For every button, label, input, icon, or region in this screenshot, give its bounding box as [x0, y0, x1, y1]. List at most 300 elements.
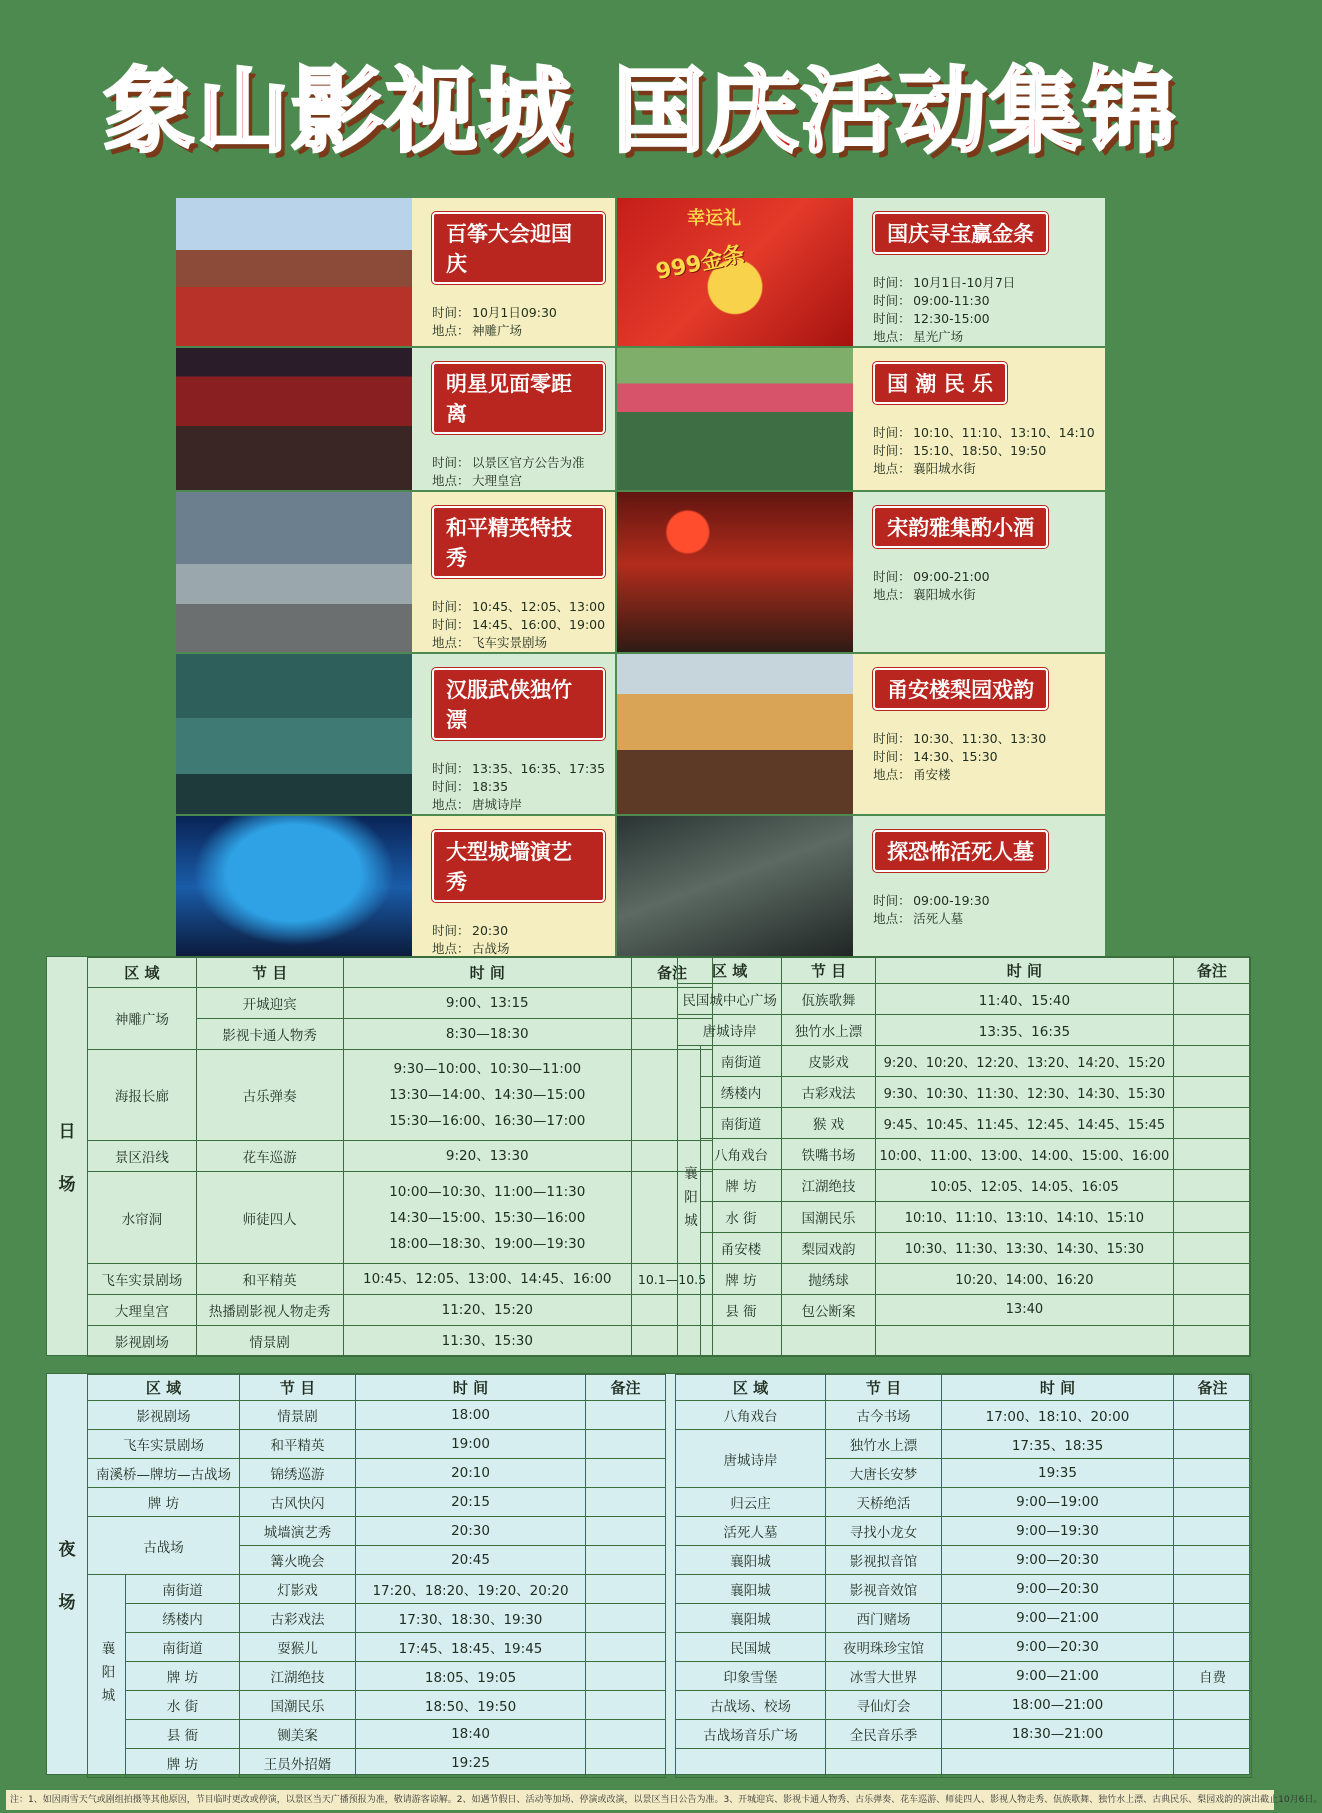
note-cell — [1173, 1263, 1250, 1294]
area-cell: 绣楼内 — [700, 1077, 781, 1108]
activity-details — [432, 922, 605, 958]
program-cell: 包公断案 — [782, 1294, 876, 1325]
program-cell: 古彩戏法 — [240, 1604, 356, 1633]
activity-info — [853, 816, 1105, 958]
time-label: 时间： — [432, 779, 470, 794]
activity-info — [853, 348, 1105, 490]
note-cell — [1173, 1046, 1250, 1077]
activity-time: 10月1日-10月7日 — [913, 275, 1016, 290]
activity-time-line — [873, 310, 1095, 328]
time-label: 时间： — [873, 425, 911, 440]
stunt-car-photo — [176, 492, 412, 652]
program-cell: 独竹水上漂 — [782, 1015, 876, 1046]
activity-info — [412, 492, 615, 652]
note-cell — [1174, 1749, 1252, 1778]
program-cell: 和平精英 — [240, 1430, 356, 1459]
table-row — [88, 1633, 666, 1662]
activity-time-line — [432, 454, 605, 472]
day-label: 日 场 — [58, 1122, 76, 1195]
time-cell: 20:45 — [356, 1546, 586, 1575]
area-cell: 南街道 — [126, 1575, 240, 1604]
time-line: 11:20、15:20 — [441, 1302, 533, 1319]
area-cell: 八角戏台 — [676, 1401, 826, 1430]
time-cell: 18:30—21:00 — [942, 1720, 1174, 1749]
area-cell: 古战场 — [88, 1517, 240, 1575]
program-cell: 影视音效馆 — [826, 1575, 942, 1604]
table-row — [676, 1720, 1252, 1749]
program-cell: 大唐长安梦 — [826, 1459, 942, 1488]
time-cell — [343, 987, 631, 1018]
time-cell: 19:00 — [356, 1430, 586, 1459]
time-cell: 9:00—21:00 — [942, 1604, 1174, 1633]
place-label: 地点： — [873, 461, 911, 476]
activity-time: 09:00-21:00 — [913, 569, 990, 584]
column-header: 时 间 — [875, 958, 1173, 984]
guzheng-performers-photo — [176, 198, 412, 346]
activity-time: 12:30-15:00 — [913, 311, 990, 326]
activity-info — [412, 816, 615, 958]
area-cell: 唐城诗岸 — [678, 1015, 782, 1046]
bamboo-drifting-photo — [176, 654, 412, 814]
note-cell — [1174, 1546, 1252, 1575]
activity-info — [853, 198, 1105, 346]
time-cell: 9:00—21:00 — [942, 1662, 1174, 1691]
activity-info — [412, 654, 615, 814]
activity-place: 襄阳城水街 — [913, 461, 976, 476]
activity-card — [176, 492, 615, 652]
time-line: 11:30、15:30 — [441, 1333, 533, 1349]
area-cell: 牌 坊 — [126, 1749, 240, 1778]
time-cell: 10:30、11:30、13:30、14:30、15:30 — [875, 1232, 1173, 1263]
program-cell: 情景剧 — [240, 1401, 356, 1430]
time-label: 时间： — [432, 617, 470, 632]
activity-time-line — [873, 292, 1095, 310]
program-cell: 佤族歌舞 — [782, 984, 876, 1015]
program-cell: 猴 戏 — [782, 1108, 876, 1139]
activity-time: 10月1日09:30 — [472, 305, 557, 320]
time-cell: 17:35、18:35 — [942, 1430, 1174, 1459]
program-cell: 冰雪大世界 — [826, 1662, 942, 1691]
table-row — [88, 1662, 666, 1691]
time-cell: 13:40 — [875, 1294, 1173, 1325]
time-label: 时间： — [432, 599, 470, 614]
area-cell: 印象雪堡 — [676, 1662, 826, 1691]
column-header: 备注 — [586, 1375, 666, 1401]
note-cell — [1174, 1459, 1252, 1488]
activity-time-line — [873, 274, 1095, 292]
activity-card — [617, 348, 1105, 490]
program-cell: 寻找小龙女 — [826, 1517, 942, 1546]
note-cell — [586, 1430, 666, 1459]
program-cell: 国潮民乐 — [240, 1691, 356, 1720]
area-cell: 唐城诗岸 — [676, 1430, 826, 1488]
time-cell — [343, 1172, 631, 1264]
activity-place-line — [432, 634, 605, 652]
area-cell: 影视剧场 — [88, 1326, 197, 1357]
activity-place-line — [873, 586, 1095, 604]
column-header: 备注 — [1173, 958, 1250, 984]
time-cell — [343, 1295, 631, 1326]
program-cell: 灯影戏 — [240, 1575, 356, 1604]
table-row — [678, 1325, 1251, 1356]
time-label: 时间： — [873, 569, 911, 584]
program-cell: 耍猴儿 — [240, 1633, 356, 1662]
area-cell: 南街道 — [700, 1108, 781, 1139]
activity-details — [873, 892, 1095, 928]
time-cell: 18:05、19:05 — [356, 1662, 586, 1691]
title-part2: 国庆活动集锦 — [613, 58, 1178, 165]
area-cell: 牌 坊 — [700, 1170, 781, 1201]
column-header: 节 目 — [826, 1375, 942, 1401]
area-cell: 县 衙 — [126, 1720, 240, 1749]
program-cell: 独竹水上漂 — [826, 1430, 942, 1459]
note-cell — [1174, 1488, 1252, 1517]
activity-time-line — [873, 748, 1095, 766]
time-line: 9:30—10:00、10:30—11:00 — [393, 1061, 582, 1078]
activity-title: 和平精英特技秀 — [432, 506, 605, 578]
activity-time: 14:45、16:00、19:00 — [472, 617, 606, 632]
note-cell — [586, 1546, 666, 1575]
note-cell — [586, 1691, 666, 1720]
program-cell: 古风快闪 — [240, 1488, 356, 1517]
night-schedule — [46, 1373, 1250, 1775]
time-cell: 9:45、10:45、11:45、12:45、14:45、15:45 — [875, 1108, 1173, 1139]
table-row — [88, 1430, 666, 1459]
table-row — [676, 1604, 1252, 1633]
activity-card — [176, 348, 615, 490]
area-cell: 古战场、校场 — [676, 1691, 826, 1720]
time-label: 时间： — [432, 761, 470, 776]
table-row — [678, 1108, 1251, 1139]
activity-details — [873, 424, 1095, 478]
activity-place-line — [432, 322, 605, 340]
activity-info — [853, 654, 1105, 814]
area-cell: 绣楼内 — [126, 1604, 240, 1633]
area-cell: 民国城 — [676, 1633, 826, 1662]
activity-title: 国庆寻宝赢金条 — [873, 212, 1048, 254]
column-header: 节 目 — [782, 958, 876, 984]
program-cell — [782, 1325, 876, 1356]
activity-grid — [176, 198, 1095, 956]
xiangyang-label: 襄阳城 — [678, 1046, 701, 1357]
program-cell: 寻仙灯会 — [826, 1691, 942, 1720]
lucky-gift-text: 幸运礼 — [687, 208, 742, 229]
activity-info — [853, 492, 1105, 652]
program-cell: 古今书场 — [826, 1401, 942, 1430]
area-cell: 襄阳城 — [676, 1546, 826, 1575]
time-label: 时间： — [432, 305, 470, 320]
area-cell: 归云庄 — [676, 1488, 826, 1517]
time-label: 时间： — [432, 923, 470, 938]
footnote: 注：1、如因雨雪天气或剧组拍摄等其他原因，节目临时更改或停演，以景区当天广播预报为准，敬请游客谅解。2、如遇节假日、活动等加场、停演或改演，以景区当日公告为准。3、开城迎宾、影视卡通人物秀、古乐弹奏、花车巡游、师徒四人、影视人物走秀、佤族歌舞、独竹水上漂、古典民乐、梨园戏韵的演出截止10月6日。 — [6, 1790, 1274, 1810]
folk-music-photo — [617, 348, 853, 490]
place-label: 地点： — [432, 635, 470, 650]
table-header-row — [88, 958, 713, 988]
area-cell: 神雕广场 — [88, 987, 197, 1049]
time-cell — [343, 1018, 631, 1049]
activity-title: 探恐怖活死人墓 — [873, 830, 1048, 872]
time-cell: 9:00—20:30 — [942, 1546, 1174, 1575]
table-row — [678, 1170, 1251, 1201]
place-label: 地点： — [873, 587, 911, 602]
time-cell: 17:20、18:20、19:20、20:20 — [356, 1575, 586, 1604]
table-row — [678, 1263, 1251, 1294]
program-cell: 情景剧 — [196, 1326, 343, 1357]
column-header: 时 间 — [343, 958, 631, 988]
activity-place: 飞车实景剧场 — [472, 635, 548, 650]
activity-time: 14:30、15:30 — [913, 749, 998, 764]
day-table-right — [677, 957, 1251, 1357]
area-cell: 海报长廊 — [88, 1049, 197, 1141]
activity-time-line — [432, 616, 605, 634]
note-cell — [1174, 1720, 1252, 1749]
activity-time-line — [873, 730, 1095, 748]
note-cell — [1174, 1430, 1252, 1459]
column-header: 时 间 — [942, 1375, 1174, 1401]
table-row — [88, 1749, 666, 1778]
table-row — [676, 1401, 1252, 1430]
area-cell: 活死人墓 — [676, 1517, 826, 1546]
area-cell — [700, 1325, 781, 1356]
table-row — [88, 1172, 713, 1264]
time-line: 18:00—18:30、19:00—19:30 — [389, 1235, 586, 1252]
table-row — [88, 1141, 713, 1172]
activity-time-line — [873, 568, 1095, 586]
activity-time-line — [432, 304, 605, 322]
gold-bar-text: 999金条 — [653, 241, 748, 286]
program-cell: 皮影戏 — [782, 1046, 876, 1077]
program-cell: 古乐弹奏 — [196, 1049, 343, 1141]
time-label: 时间： — [873, 893, 911, 908]
note-cell — [1174, 1401, 1252, 1430]
time-cell: 17:30、18:30、19:30 — [356, 1604, 586, 1633]
table-header-row — [676, 1375, 1252, 1401]
title-part1: 象山影视城 — [102, 58, 573, 165]
note-cell: 自费 — [1174, 1662, 1252, 1691]
program-cell: 铡美案 — [240, 1720, 356, 1749]
area-cell: 牌 坊 — [700, 1263, 781, 1294]
time-cell — [343, 1326, 631, 1357]
time-label: 时间： — [873, 275, 911, 290]
table-row — [88, 1295, 713, 1326]
activity-place: 古战场 — [472, 941, 510, 956]
time-cell: 20:10 — [356, 1459, 586, 1488]
activity-time: 20:30 — [472, 923, 509, 938]
activity-time: 18:35 — [472, 779, 509, 794]
table-row — [676, 1749, 1252, 1778]
area-cell — [676, 1749, 826, 1778]
table-row — [676, 1575, 1252, 1604]
time-cell: 18:00 — [356, 1401, 586, 1430]
note-cell — [1173, 984, 1250, 1015]
program-cell: 锦绣巡游 — [240, 1459, 356, 1488]
note-cell — [1173, 1201, 1250, 1232]
activity-card — [617, 492, 1105, 652]
note-cell — [1173, 1325, 1250, 1356]
program-cell: 铁嘴书场 — [782, 1139, 876, 1170]
table-row — [88, 987, 713, 1018]
time-line: 9:00、13:15 — [445, 994, 529, 1011]
area-cell: 飞车实景剧场 — [88, 1430, 240, 1459]
area-cell: 南街道 — [700, 1046, 781, 1077]
night-table-right — [675, 1374, 1252, 1778]
page-title — [0, 38, 1280, 170]
table-row — [676, 1488, 1252, 1517]
note-cell — [1174, 1517, 1252, 1546]
time-cell: 19:35 — [942, 1459, 1174, 1488]
time-cell: 18:40 — [356, 1720, 586, 1749]
area-cell: 牌 坊 — [88, 1488, 240, 1517]
time-label: 时间： — [873, 311, 911, 326]
opera-house-photo — [617, 654, 853, 814]
program-cell: 王员外招婿 — [240, 1749, 356, 1778]
place-label: 地点： — [432, 323, 470, 338]
city-wall-show-photo — [176, 816, 412, 958]
time-cell: 18:00—21:00 — [942, 1691, 1174, 1720]
activity-time-line — [432, 598, 605, 616]
time-cell — [875, 1325, 1173, 1356]
note-cell — [1173, 1108, 1250, 1139]
program-cell: 影视卡通人物秀 — [196, 1018, 343, 1049]
activity-card — [617, 816, 1105, 958]
activity-time: 15:10、18:50、19:50 — [913, 443, 1047, 458]
time-cell: 20:30 — [356, 1517, 586, 1546]
column-header: 区 域 — [88, 1375, 240, 1401]
table-row — [678, 1139, 1251, 1170]
time-cell: 17:45、18:45、19:45 — [356, 1633, 586, 1662]
time-cell: 13:35、16:35 — [875, 1015, 1173, 1046]
note-cell — [586, 1662, 666, 1691]
table-row — [88, 1459, 666, 1488]
time-label: 时间： — [432, 455, 470, 470]
program-cell: 西门赌场 — [826, 1604, 942, 1633]
note-cell — [1174, 1575, 1252, 1604]
table-row — [676, 1546, 1252, 1575]
table-row — [676, 1662, 1252, 1691]
activity-info — [412, 198, 615, 346]
activity-place: 星光广场 — [913, 329, 964, 344]
program-cell: 古彩戏法 — [782, 1077, 876, 1108]
activity-time-line — [432, 778, 605, 796]
program-cell: 全民音乐季 — [826, 1720, 942, 1749]
activity-time: 10:10、11:10、13:10、14:10 — [913, 425, 1095, 440]
area-cell: 影视剧场 — [88, 1401, 240, 1430]
activity-info — [412, 348, 615, 490]
activity-details — [432, 598, 605, 652]
program-cell: 天桥绝活 — [826, 1488, 942, 1517]
time-line: 15:30—16:00、16:30—17:00 — [389, 1113, 586, 1130]
place-label: 地点： — [432, 941, 470, 956]
program-cell: 影视拟音馆 — [826, 1546, 942, 1575]
area-cell: 南街道 — [126, 1633, 240, 1662]
table-row — [88, 1264, 713, 1295]
activity-title: 甬安楼梨园戏韵 — [873, 668, 1048, 710]
place-label: 地点： — [432, 473, 470, 488]
time-cell: 11:40、15:40 — [875, 984, 1173, 1015]
column-header: 备注 — [632, 958, 713, 988]
note-cell — [1173, 1170, 1250, 1201]
area-cell: 水 街 — [126, 1691, 240, 1720]
program-cell: 抛绣球 — [782, 1263, 876, 1294]
table-row — [676, 1430, 1252, 1459]
activity-title: 宋韵雅集酌小酒 — [873, 506, 1048, 548]
area-cell: 水 街 — [700, 1201, 781, 1232]
activity-place: 大理皇宫 — [472, 473, 523, 488]
time-label: 时间： — [873, 731, 911, 746]
time-cell: 9:00—20:30 — [942, 1633, 1174, 1662]
column-header: 节 目 — [240, 1375, 356, 1401]
program-cell: 和平精英 — [196, 1264, 343, 1295]
activity-place: 甬安楼 — [913, 767, 951, 782]
activity-place-line — [432, 472, 605, 490]
place-label: 地点： — [873, 767, 911, 782]
table-row — [88, 1517, 666, 1546]
activity-time-line — [873, 892, 1095, 910]
time-cell: 10:05、12:05、14:05、16:05 — [875, 1170, 1173, 1201]
time-line: 13:30—14:00、14:30—15:00 — [389, 1087, 586, 1104]
activity-place: 活死人墓 — [913, 911, 964, 926]
activity-title: 大型城墙演艺秀 — [432, 830, 605, 902]
table-row — [88, 1049, 713, 1141]
time-cell: 18:50、19:50 — [356, 1691, 586, 1720]
table-row — [88, 1604, 666, 1633]
area-cell: 水帘洞 — [88, 1172, 197, 1264]
activity-title: 汉服武侠独竹漂 — [432, 668, 605, 740]
area-cell: 飞车实景剧场 — [88, 1264, 197, 1295]
column-header: 节 目 — [196, 958, 343, 988]
note-cell: 10.1—10.5 — [632, 1264, 713, 1295]
time-line: 8:30—18:30 — [445, 1025, 529, 1042]
table-row — [678, 1232, 1251, 1263]
program-cell — [826, 1749, 942, 1778]
night-table-left — [87, 1374, 666, 1778]
note-cell — [1173, 1077, 1250, 1108]
activity-place: 唐城诗岸 — [472, 797, 523, 812]
table-row — [678, 984, 1251, 1015]
area-cell: 八角戏台 — [700, 1139, 781, 1170]
time-cell: 9:00—20:30 — [942, 1575, 1174, 1604]
time-cell: 20:15 — [356, 1488, 586, 1517]
song-street-photo — [617, 492, 853, 652]
note-cell — [1174, 1691, 1252, 1720]
activity-time-line — [432, 922, 605, 940]
place-label: 地点： — [432, 797, 470, 812]
gold-bar-gift-photo — [617, 198, 853, 346]
activity-time-line — [873, 424, 1095, 442]
program-cell: 师徒四人 — [196, 1172, 343, 1264]
activity-time: 09:00-19:30 — [913, 893, 990, 908]
time-label: 时间： — [873, 749, 911, 764]
time-label: 时间： — [873, 293, 911, 308]
time-line: 14:30—15:00、15:30—16:00 — [389, 1209, 586, 1226]
activity-details — [432, 760, 605, 814]
table-row — [678, 1294, 1251, 1325]
activity-details — [432, 454, 605, 490]
time-line: 10:00—10:30、11:00—11:30 — [389, 1183, 586, 1200]
program-cell: 城墙演艺秀 — [240, 1517, 356, 1546]
activity-details — [873, 730, 1095, 784]
column-header: 区 域 — [676, 1375, 826, 1401]
note-cell — [586, 1488, 666, 1517]
activity-time: 10:30、11:30、13:30 — [913, 731, 1047, 746]
area-cell: 古战场音乐广场 — [676, 1720, 826, 1749]
program-cell: 梨园戏韵 — [782, 1232, 876, 1263]
area-cell: 大理皇宫 — [88, 1295, 197, 1326]
time-cell: 19:25 — [356, 1749, 586, 1778]
program-cell: 江湖绝技 — [782, 1170, 876, 1201]
note-cell — [586, 1401, 666, 1430]
note-cell — [586, 1604, 666, 1633]
